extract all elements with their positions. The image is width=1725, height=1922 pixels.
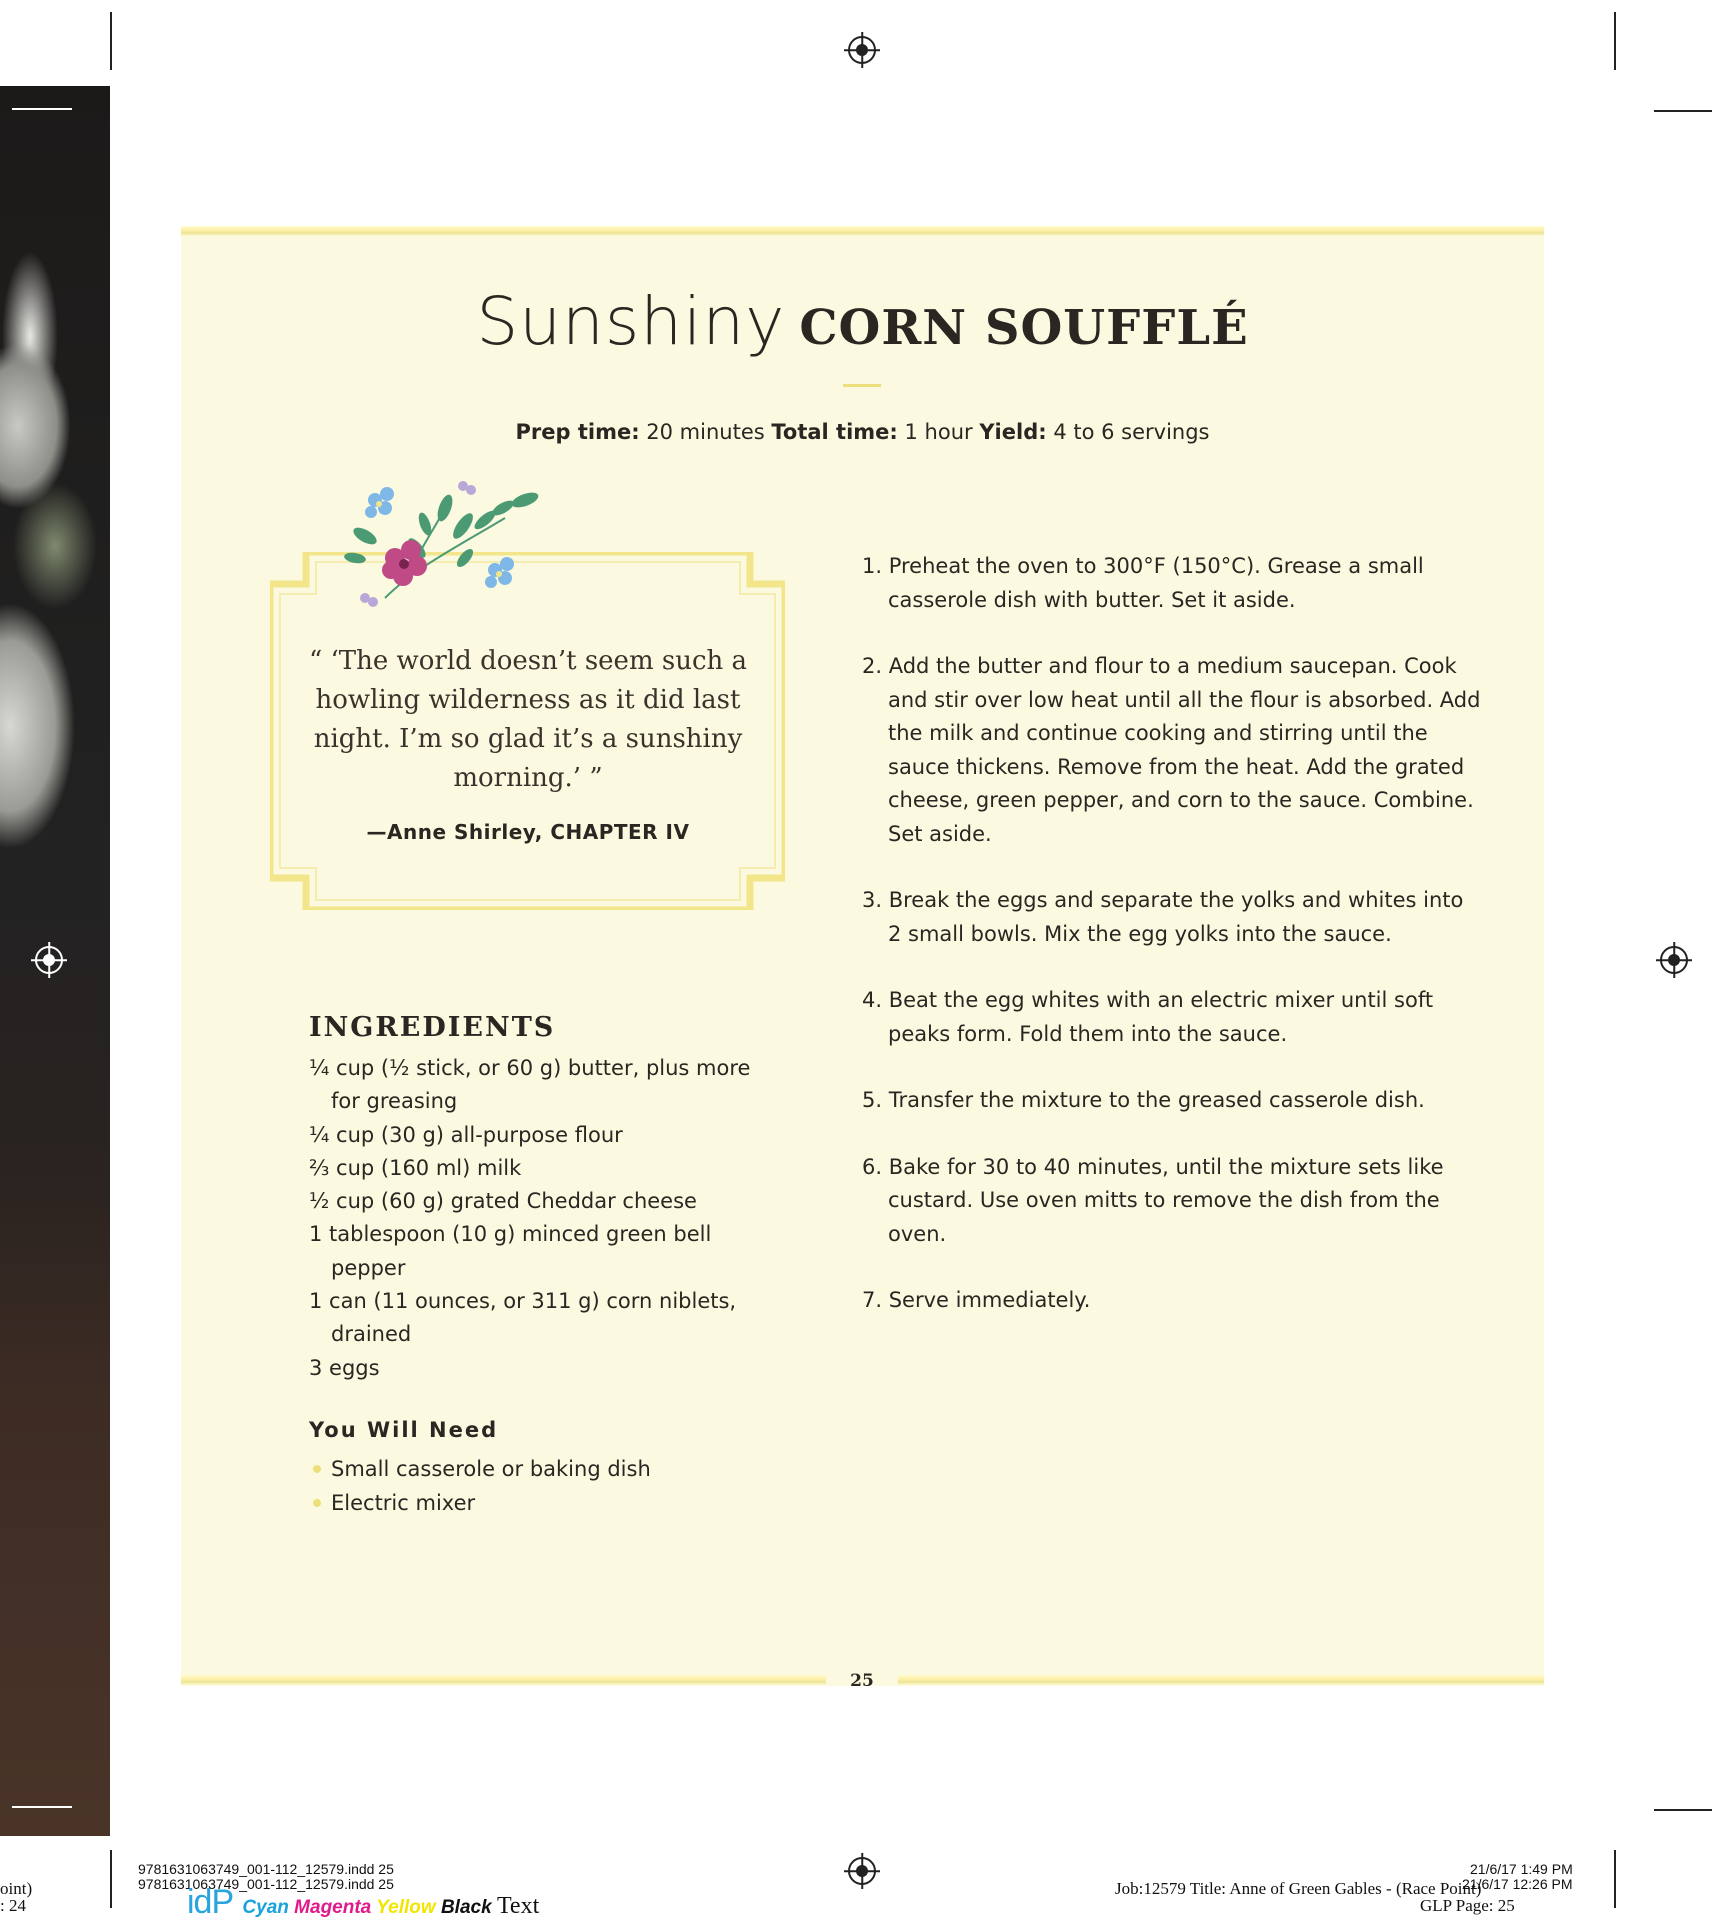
instruction-step: 4. Beat the egg whites with an electric mixer until soft peaks form. Fold them into the sauce. (862, 988, 1434, 1046)
bottom-rule-right (898, 1675, 1544, 1685)
crop-mark (1654, 1809, 1712, 1811)
ingredient-item: 3 eggs (309, 1355, 380, 1380)
slug-job-line: Job:12579 Title: Anne of Green Gables - (Race Point) (1115, 1879, 1482, 1898)
color-swatch-bar (187, 1883, 539, 1922)
crop-mark (110, 1850, 112, 1908)
recipe-title (181, 283, 1544, 360)
ingredient-item: ¼ cup (½ stick, or 60 g) butter, plus more for greasing (309, 1056, 751, 1114)
top-rule (181, 226, 1544, 236)
instructions-list (862, 550, 1482, 1351)
ingredient-item: ⅔ cup (160 ml) milk (309, 1155, 522, 1180)
need-item (309, 1486, 651, 1520)
swatch-magenta: Magenta (294, 1897, 372, 1918)
slug-file-line: 9781631063749_001-112_12579.indd 25 (138, 1876, 394, 1892)
crop-mark (1654, 110, 1712, 112)
yield-label: Yield: (979, 420, 1047, 444)
instruction-step: 6. Bake for 30 to 40 minutes, until the mixture sets like custard. Use oven mitts to remove the dish from the oven. (862, 1154, 1444, 1246)
crop-mark (110, 12, 112, 70)
total-value: 1 hour (904, 420, 973, 444)
ingredients-heading: INGREDIENTS (309, 1012, 556, 1043)
recipe-meta (181, 420, 1544, 444)
you-will-need-heading: You Will Need (309, 1418, 499, 1442)
swatch-text: Text (496, 1893, 540, 1919)
swatch-yellow: Yellow (376, 1897, 436, 1918)
quote-attribution: —Anne Shirley, CHAPTER IV (366, 820, 690, 844)
instruction-step: 2. Add the butter and flour to a medium saucepan. Cook and stir over low heat until all the flour is absorbed. Add the milk and continue cooking and stirring until the sauce thickens. Remove from the heat. Add the grated cheese, green pepper, and corn to the sauce. Combine. Set aside. (862, 654, 1481, 846)
bullet-icon (313, 1465, 321, 1473)
instruction-step: 7. Serve immediately. (862, 1288, 1091, 1312)
recipe-title-bold: CORN SOUFFLÉ (799, 300, 1249, 356)
crop-mark (1614, 12, 1616, 70)
total-label: Total time: (771, 420, 898, 444)
slug-date-line: 21/6/17 12:26 PM (1462, 1876, 1573, 1892)
slug-date-line: 21/6/17 1:49 PM (1470, 1861, 1573, 1877)
prep-value: 20 minutes (646, 420, 765, 444)
bullet-icon (313, 1499, 321, 1507)
registration-mark-icon (848, 1857, 876, 1885)
swatch-cyan: Cyan (242, 1897, 289, 1918)
title-divider (843, 384, 881, 387)
floral-ornament-icon (325, 478, 555, 618)
registration-mark-icon (848, 36, 876, 64)
bottom-rule-left (181, 1675, 826, 1685)
ingredient-item: 1 can (11 ounces, or 311 g) corn niblets, drained (309, 1289, 737, 1347)
instruction-step: 5. Transfer the mixture to the greased casserole dish. (862, 1088, 1425, 1112)
instruction-step: 1. Preheat the oven to 300°F (150°C). Grease a small casserole dish with butter. Set it aside. (862, 554, 1424, 612)
need-item-label: Electric mixer (331, 1491, 476, 1515)
slug-file-line: 9781631063749_001-112_12579.indd 25 (138, 1861, 394, 1877)
ingredient-item: ½ cup (60 g) grated Cheddar cheese (309, 1189, 697, 1214)
quote-text: “ ‘The world doesn’t seem such a howling wilderness as it did last night. I’m so glad it’s a sunshiny morning.’ ” (308, 646, 748, 793)
you-will-need-list (309, 1452, 651, 1520)
need-item-label: Small casserole or baking dish (331, 1457, 651, 1481)
page-number: 25 (850, 1671, 874, 1691)
ingredient-item: 1 tablespoon (10 g) minced green bell pepper (309, 1222, 712, 1280)
crop-mark (1614, 1850, 1616, 1908)
swatch-black: Black (440, 1897, 492, 1918)
slug-left-cut: : 24 (0, 1896, 26, 1915)
recipe-title-light: Sunshiny (476, 283, 786, 360)
ingredient-item: ¼ cup (30 g) all-purpose flour (309, 1122, 623, 1147)
need-item (309, 1452, 651, 1486)
ingredients-list (309, 1052, 779, 1385)
instruction-step: 3. Break the eggs and separate the yolks and whites into 2 small bowls. Mix the egg yolks into the sauce. (862, 888, 1464, 946)
prep-label: Prep time: (515, 420, 640, 444)
idp-logo: idP (187, 1883, 234, 1921)
slug-glp-line: GLP Page: 25 (1420, 1896, 1515, 1915)
yield-value: 4 to 6 servings (1053, 420, 1210, 444)
registration-mark-icon (1660, 946, 1688, 974)
slug-left-cut: oint) (0, 1879, 33, 1898)
registration-mark-icon (35, 946, 63, 974)
